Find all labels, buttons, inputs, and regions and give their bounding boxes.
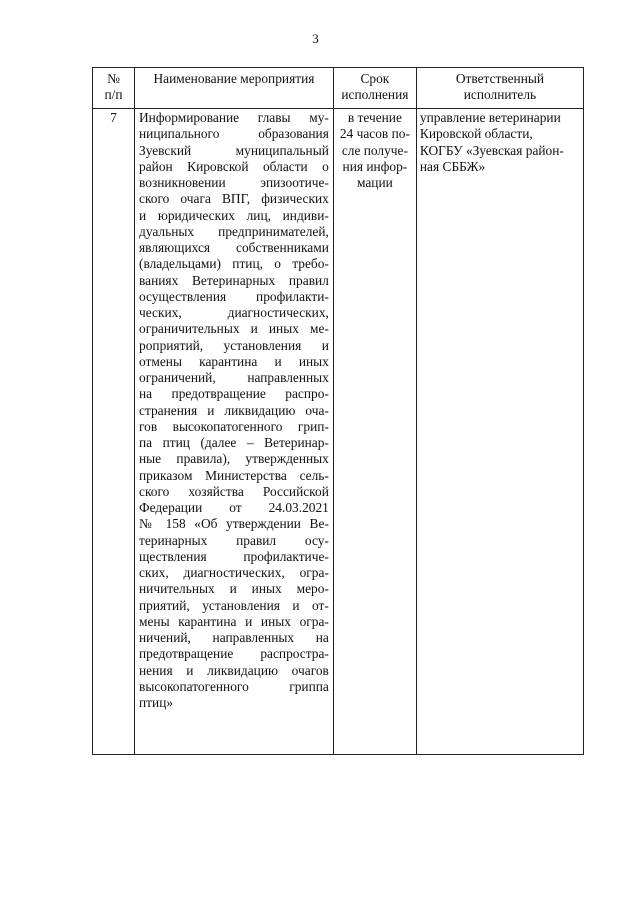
event-name-line: ограничительных и иных ме- — [139, 321, 329, 337]
row-deadline — [333, 109, 416, 755]
event-name-line: высокопатогенного гриппа — [139, 678, 329, 694]
header-number — [93, 68, 135, 109]
event-name-line: Федерации от 24.03.2021 — [139, 500, 329, 515]
event-name-line: осуществления профилакти- — [139, 288, 329, 304]
measures-table — [92, 67, 584, 755]
event-name-line: теринарных правил осу- — [139, 532, 329, 548]
event-name-line: роприятий, установления и — [139, 337, 329, 353]
responsible-line: КОГБУ «Зуевская район- — [419, 142, 564, 158]
deadline-line: в течение — [347, 110, 402, 125]
deadline-line: ния инфор- — [342, 158, 408, 174]
header-responsible — [416, 68, 583, 109]
event-name-line: ниципального образования — [139, 126, 329, 142]
event-name-line: возникновении эпизоотиче- — [139, 175, 329, 190]
event-name-line: ского хозяйства Российской — [139, 483, 329, 499]
event-name-line: Зуевский муниципальный — [139, 142, 329, 158]
event-name-line: мены карантина и иных огра- — [139, 613, 329, 629]
event-name-line: ничений, направленных на — [139, 630, 329, 645]
page-number: 3 — [312, 31, 319, 46]
event-name-line: нения и ликвидацию очагов — [139, 662, 329, 678]
event-name-line: ограничений, направленных — [139, 370, 329, 385]
responsible-line: управление ветеринарии — [419, 110, 561, 125]
event-name-line: (владельцами) птиц, о требо- — [139, 256, 329, 272]
event-name-line: ских, диагностических, огра- — [139, 565, 329, 580]
deadline-line: 24 часов по- — [339, 126, 410, 142]
event-name-line: район Кировской области о — [139, 158, 329, 174]
header-deadline-line-1: Срок — [360, 71, 390, 86]
event-name-line: и юридических лиц, индиви- — [139, 207, 329, 223]
event-name-line: приятий, установления и от- — [139, 597, 329, 613]
header-number-line-1: № — [107, 71, 120, 86]
event-name-line: гов высокопатогенного грип- — [139, 418, 329, 434]
header-event-name-line-1: Наименование мероприятия — [153, 71, 315, 86]
header-deadline — [333, 68, 416, 109]
header-event-name — [135, 68, 334, 109]
event-name-line: являющихся собственниками — [139, 240, 329, 255]
event-name-line: ные правила), утвержденных — [139, 451, 329, 467]
deadline-line: сле получе- — [341, 142, 408, 158]
table-row — [93, 109, 584, 755]
row-number: 7 — [93, 109, 135, 755]
event-name-line: ческих, диагностических, — [139, 305, 329, 320]
event-name-line: ществления профилактиче- — [139, 548, 329, 564]
responsible-line: ная СББЖ» — [419, 158, 486, 174]
event-name-line: птиц» — [139, 695, 174, 710]
event-name-line: отмены карантина и иных — [139, 353, 329, 369]
responsible-line: Кировской области, — [419, 126, 533, 142]
event-name-line: дуальных предпринимателей, — [139, 223, 329, 239]
event-name-line: странения и ликвидацию оча- — [139, 402, 329, 418]
event-name-line: на предотвращение распро- — [139, 386, 329, 402]
header-deadline-line-2: исполнения — [341, 87, 409, 103]
event-name-line: № 158 «Об утверждении Ве- — [139, 516, 329, 532]
event-name-line: ничительных и иных меро- — [139, 581, 329, 597]
event-name-line: приказом Министерства сель- — [139, 467, 329, 483]
event-name-line: Информирование главы му- — [139, 110, 329, 125]
header-responsible-line-1: Ответственный — [455, 71, 545, 86]
event-name-line: па птиц (далее – Ветеринар- — [139, 435, 329, 450]
row-responsible — [416, 109, 583, 755]
row-event-name — [135, 109, 334, 755]
table-header-row — [93, 68, 584, 109]
event-name-line: предотвращение распростра- — [139, 646, 329, 662]
event-name-line: ского очага ВПГ, физических — [139, 191, 329, 207]
header-number-line-2: п/п — [104, 87, 123, 103]
event-name-line: ваниях Ветеринарных правил — [139, 272, 329, 288]
deadline-line: мации — [356, 175, 393, 190]
header-responsible-line-2: исполнитель — [463, 87, 537, 103]
